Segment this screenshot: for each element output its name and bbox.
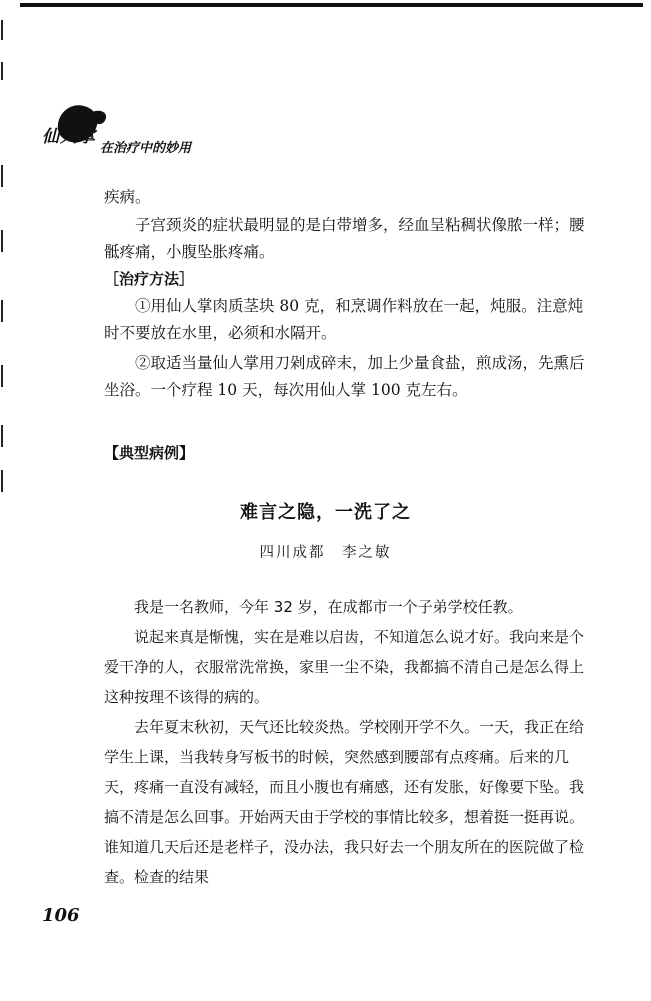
gutter-mark — [1, 365, 3, 387]
gutter-mark — [1, 165, 3, 187]
case-heading: 【典型病例】 — [104, 444, 195, 462]
gutter-mark — [1, 20, 3, 40]
gutter-mark — [1, 230, 3, 252]
treatment-heading: ［治疗方法］ — [104, 270, 195, 288]
treatment-item-1: ①用仙人掌肉质茎块 80 克，和烹调作料放在一起，炖服。注意炖时不要放在水里，必须和水隔开。 — [104, 297, 584, 342]
continuation-text: 疾病。 — [104, 188, 151, 206]
gutter-mark — [1, 62, 3, 80]
top-rule — [20, 3, 643, 7]
logo-subtitle: 在治疗中的妙用 — [100, 141, 192, 156]
symptoms-paragraph: 子宫颈炎的症状最明显的是白带增多，经血呈粘稠状像脓一样；腰骶疼痛，小腹坠胀疼痛。 — [104, 216, 585, 261]
gutter-mark — [1, 425, 3, 447]
story-paragraph-2: 说起来真是惭愧，实在是难以启齿，不知道怎么说才好。我向来是个爱干净的人，衣服常洗常换，家里一尘不染，我都搞不清自己是怎么得上这种按理不该得的病的。 — [104, 628, 585, 706]
story-byline: 四川成都 李之敏 — [259, 545, 392, 561]
story-paragraph-3: 去年夏末秋初，天气还比较炎热。学校刚开学不久。一天，我正在给学生上课，当我转身写板书的时候，突然感到腰部有点疼痛。后来的几天，疼痛一直没有减轻，而且小腹也有痛感，还有发胀，好像要下坠。我搞不清是怎么回事。开始两天由于学校的事情比较多，想着挺一挺再说。谁知道几天后还是老样子，没办法，我只好去一个朋友所在的医院做了检查。检查的结果 — [104, 718, 585, 886]
story-title: 难言之隐，一洗了之 — [240, 502, 411, 523]
story-paragraph-1: 我是一名教师，今年 32 岁，在成都市一个子弟学校任教。 — [104, 598, 523, 616]
logo-title: 仙人掌 — [42, 127, 96, 147]
gutter-mark — [1, 470, 3, 492]
treatment-item-2: ②取适当量仙人掌用刀剁成碎末，加上少量食盐，煎成汤，先熏后坐浴。一个疗程 10 天，每次用仙人掌 100 克左右。 — [104, 354, 585, 399]
page-number: 106 — [42, 905, 80, 926]
gutter-mark — [1, 300, 3, 322]
